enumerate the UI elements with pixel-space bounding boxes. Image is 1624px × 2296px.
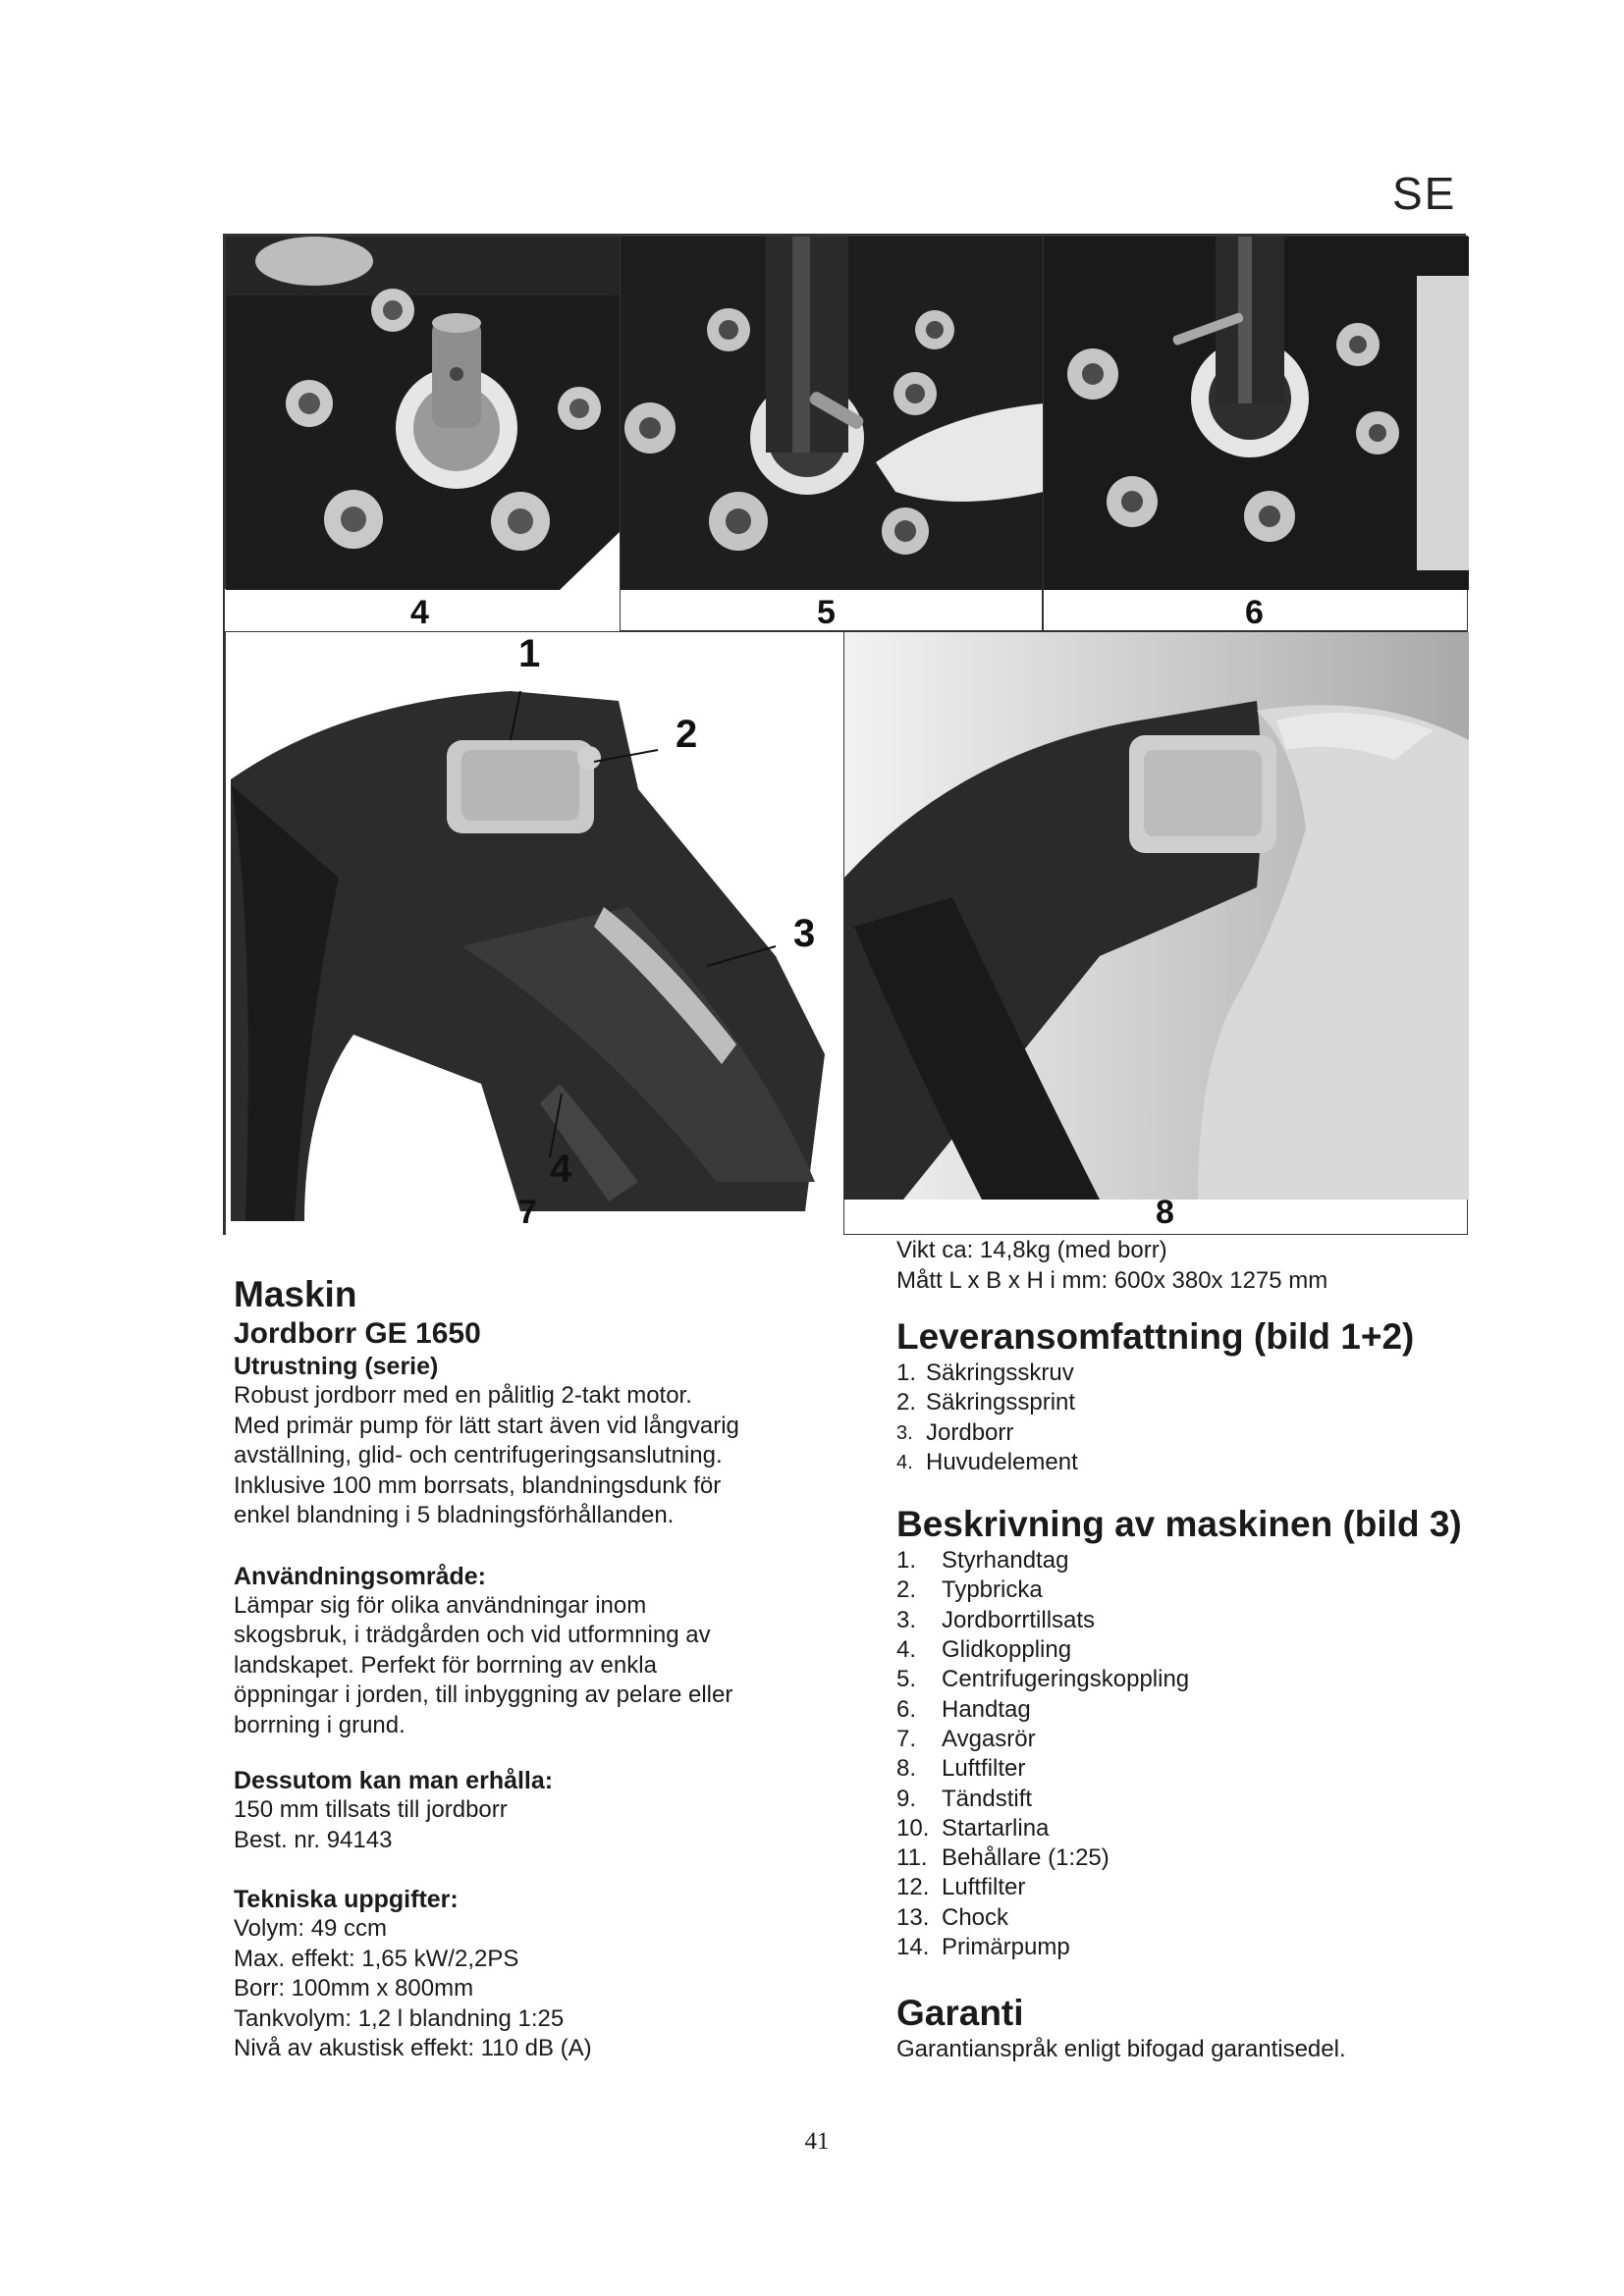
list-text: Handtag: [942, 1695, 1031, 1723]
text-line: landskapet. Perfekt för borrning av enkla: [234, 1651, 657, 1679]
list-number: 2.: [896, 1389, 917, 1416]
equipment-heading: Utrustning (serie): [234, 1353, 439, 1380]
text-line: Max. effekt: 1,65 kW/2,2PS: [234, 1945, 519, 1972]
photo-4: [225, 236, 620, 631]
photo-6: [1043, 236, 1468, 631]
list-item: [896, 1606, 1476, 1635]
photo-6-image: [1044, 237, 1469, 590]
list-item: [896, 1725, 1476, 1754]
left-column: [234, 1273, 823, 2064]
list-number: 9.: [896, 1785, 917, 1812]
photo-5: [620, 236, 1043, 631]
callout-2: 2: [676, 713, 698, 756]
warranty-text: Garantianspråk enligt bifogad garantisedel.: [896, 2036, 1346, 2063]
list-item: [896, 1418, 1476, 1448]
photo-6-label: 6: [1245, 594, 1264, 631]
list-item: [896, 1754, 1476, 1784]
text-line: Robust jordborr med en pålitlig 2-takt motor.: [234, 1382, 692, 1409]
delivery-list: [896, 1359, 1476, 1477]
text-line: Inklusive 100 mm borrsats, blandningsdunk för: [234, 1471, 722, 1499]
page-number: 41: [804, 2128, 830, 2155]
list-number: 3.: [896, 1421, 913, 1444]
list-number: 12.: [896, 1874, 930, 1901]
section-title: Maskin: [234, 1274, 357, 1314]
text-line: skogsbruk, i trädgården och vid utformning av: [234, 1622, 711, 1648]
text-line: öppningar i jorden, till inbyggning av pelare eller: [234, 1682, 733, 1708]
photo-8-label: 8: [1156, 1194, 1174, 1231]
photo-5-label: 5: [817, 594, 836, 631]
list-item: [896, 1903, 1476, 1933]
list-number: 5.: [896, 1666, 917, 1693]
list-number: 10.: [896, 1814, 930, 1842]
text-line: Lämpar sig för olika användningar inom: [234, 1591, 647, 1619]
list-text: Typbricka: [942, 1576, 1043, 1604]
list-text: Luftfilter: [942, 1874, 1026, 1901]
list-item: [896, 1359, 1476, 1388]
list-item: [896, 1575, 1476, 1605]
description-heading: Beskrivning av maskinen (bild 3): [896, 1504, 1462, 1545]
list-number: 8.: [896, 1755, 917, 1783]
photo-4-label: 4: [410, 594, 429, 631]
callout-3: 3: [793, 912, 816, 955]
right-column: [896, 1236, 1476, 2065]
text-line: Nivå av akustisk effekt: 110 dB (A): [234, 2035, 592, 2061]
photo-8-image: [844, 632, 1469, 1200]
list-number: 7.: [896, 1725, 917, 1752]
list-text: Säkringsskruv: [926, 1360, 1074, 1386]
list-text: Styrhandtag: [942, 1547, 1069, 1575]
weight-text: Vikt ca: 14,8kg (med borr): [896, 1237, 1167, 1263]
list-number: 13.: [896, 1903, 930, 1931]
text-line: Borr: 100mm x 800mm: [234, 1975, 474, 2002]
technical-heading: Tekniska uppgifter:: [234, 1886, 459, 1913]
extras-text: [234, 1795, 823, 1855]
delivery-heading: Leveransomfattning (bild 1+2): [896, 1316, 1415, 1357]
list-number: 1.: [896, 1360, 917, 1386]
photo-4-image: [226, 237, 621, 590]
callout-4: 4: [550, 1148, 572, 1191]
list-text: Startarlina: [942, 1814, 1050, 1842]
text-line: Tankvolym: 1,2 l blandning 1:25: [234, 2004, 565, 2032]
list-text: Glidkoppling: [942, 1636, 1072, 1664]
list-item: [896, 1665, 1476, 1694]
warranty-heading: Garanti: [896, 1993, 1024, 2034]
photo-7: [225, 631, 843, 1235]
list-item: [896, 1933, 1476, 1962]
list-text: Tändstift: [942, 1785, 1033, 1812]
photo-grid: [223, 234, 1466, 1235]
language-code: SE: [1392, 168, 1457, 219]
text-line: 150 mm tillsats till jordborr: [234, 1796, 508, 1823]
list-number: 11.: [896, 1844, 928, 1872]
list-item: [896, 1546, 1476, 1575]
product-title: Jordborr GE 1650: [234, 1317, 481, 1350]
photo-7-image: [226, 632, 844, 1236]
list-text: Centrifugeringskoppling: [942, 1666, 1190, 1693]
usage-heading: Användningsområde:: [234, 1562, 486, 1590]
description-list: [896, 1546, 1476, 1962]
list-item: [896, 1448, 1476, 1477]
list-text: Avgasrör: [942, 1725, 1036, 1752]
list-number: 4.: [896, 1451, 913, 1473]
photo-5-image: [621, 237, 1044, 590]
list-number: 4.: [896, 1636, 917, 1664]
text-line: Volym: 49 ccm: [234, 1915, 388, 1942]
list-item: [896, 1785, 1476, 1814]
photo-7-label: 7: [518, 1194, 537, 1231]
list-number: 3.: [896, 1606, 917, 1633]
list-text: Chock: [942, 1903, 1009, 1931]
list-item: [896, 1843, 1476, 1873]
list-item: [896, 1873, 1476, 1902]
list-number: 14.: [896, 1934, 930, 1961]
text-line: enkel blandning i 5 bladningsförhållanden.: [234, 1502, 675, 1528]
list-item: [896, 1635, 1476, 1665]
list-text: Jordborr: [926, 1418, 1014, 1446]
list-number: 2.: [896, 1576, 917, 1604]
photo-8: [843, 631, 1468, 1235]
list-number: 6.: [896, 1695, 917, 1723]
list-text: Jordborrtillsats: [942, 1606, 1096, 1633]
text-line: borrning i grund.: [234, 1711, 406, 1738]
list-number: 1.: [896, 1547, 917, 1575]
list-text: Behållare (1:25): [942, 1844, 1110, 1872]
equipment-text: [234, 1381, 823, 1531]
text-line: Med primär pump för lätt start även vid långvarig: [234, 1412, 739, 1439]
list-item: [896, 1814, 1476, 1843]
usage-text: [234, 1591, 823, 1741]
text-line: Best. nr. 94143: [234, 1826, 393, 1853]
technical-text: [234, 1914, 823, 2064]
extras-heading: Dessutom kan man erhålla:: [234, 1767, 554, 1794]
list-text: Luftfilter: [942, 1755, 1026, 1783]
list-item: [896, 1388, 1476, 1417]
text-line: avställning, glid- och centrifugeringsanslutning.: [234, 1442, 723, 1468]
list-text: Säkringssprint: [926, 1389, 1076, 1416]
callout-1: 1: [518, 632, 541, 675]
list-text: Primärpump: [942, 1934, 1070, 1961]
dimensions-text: Mått L x B x H i mm: 600x 380x 1275 mm: [896, 1266, 1328, 1294]
list-item: [896, 1695, 1476, 1725]
list-text: Huvudelement: [926, 1448, 1078, 1475]
